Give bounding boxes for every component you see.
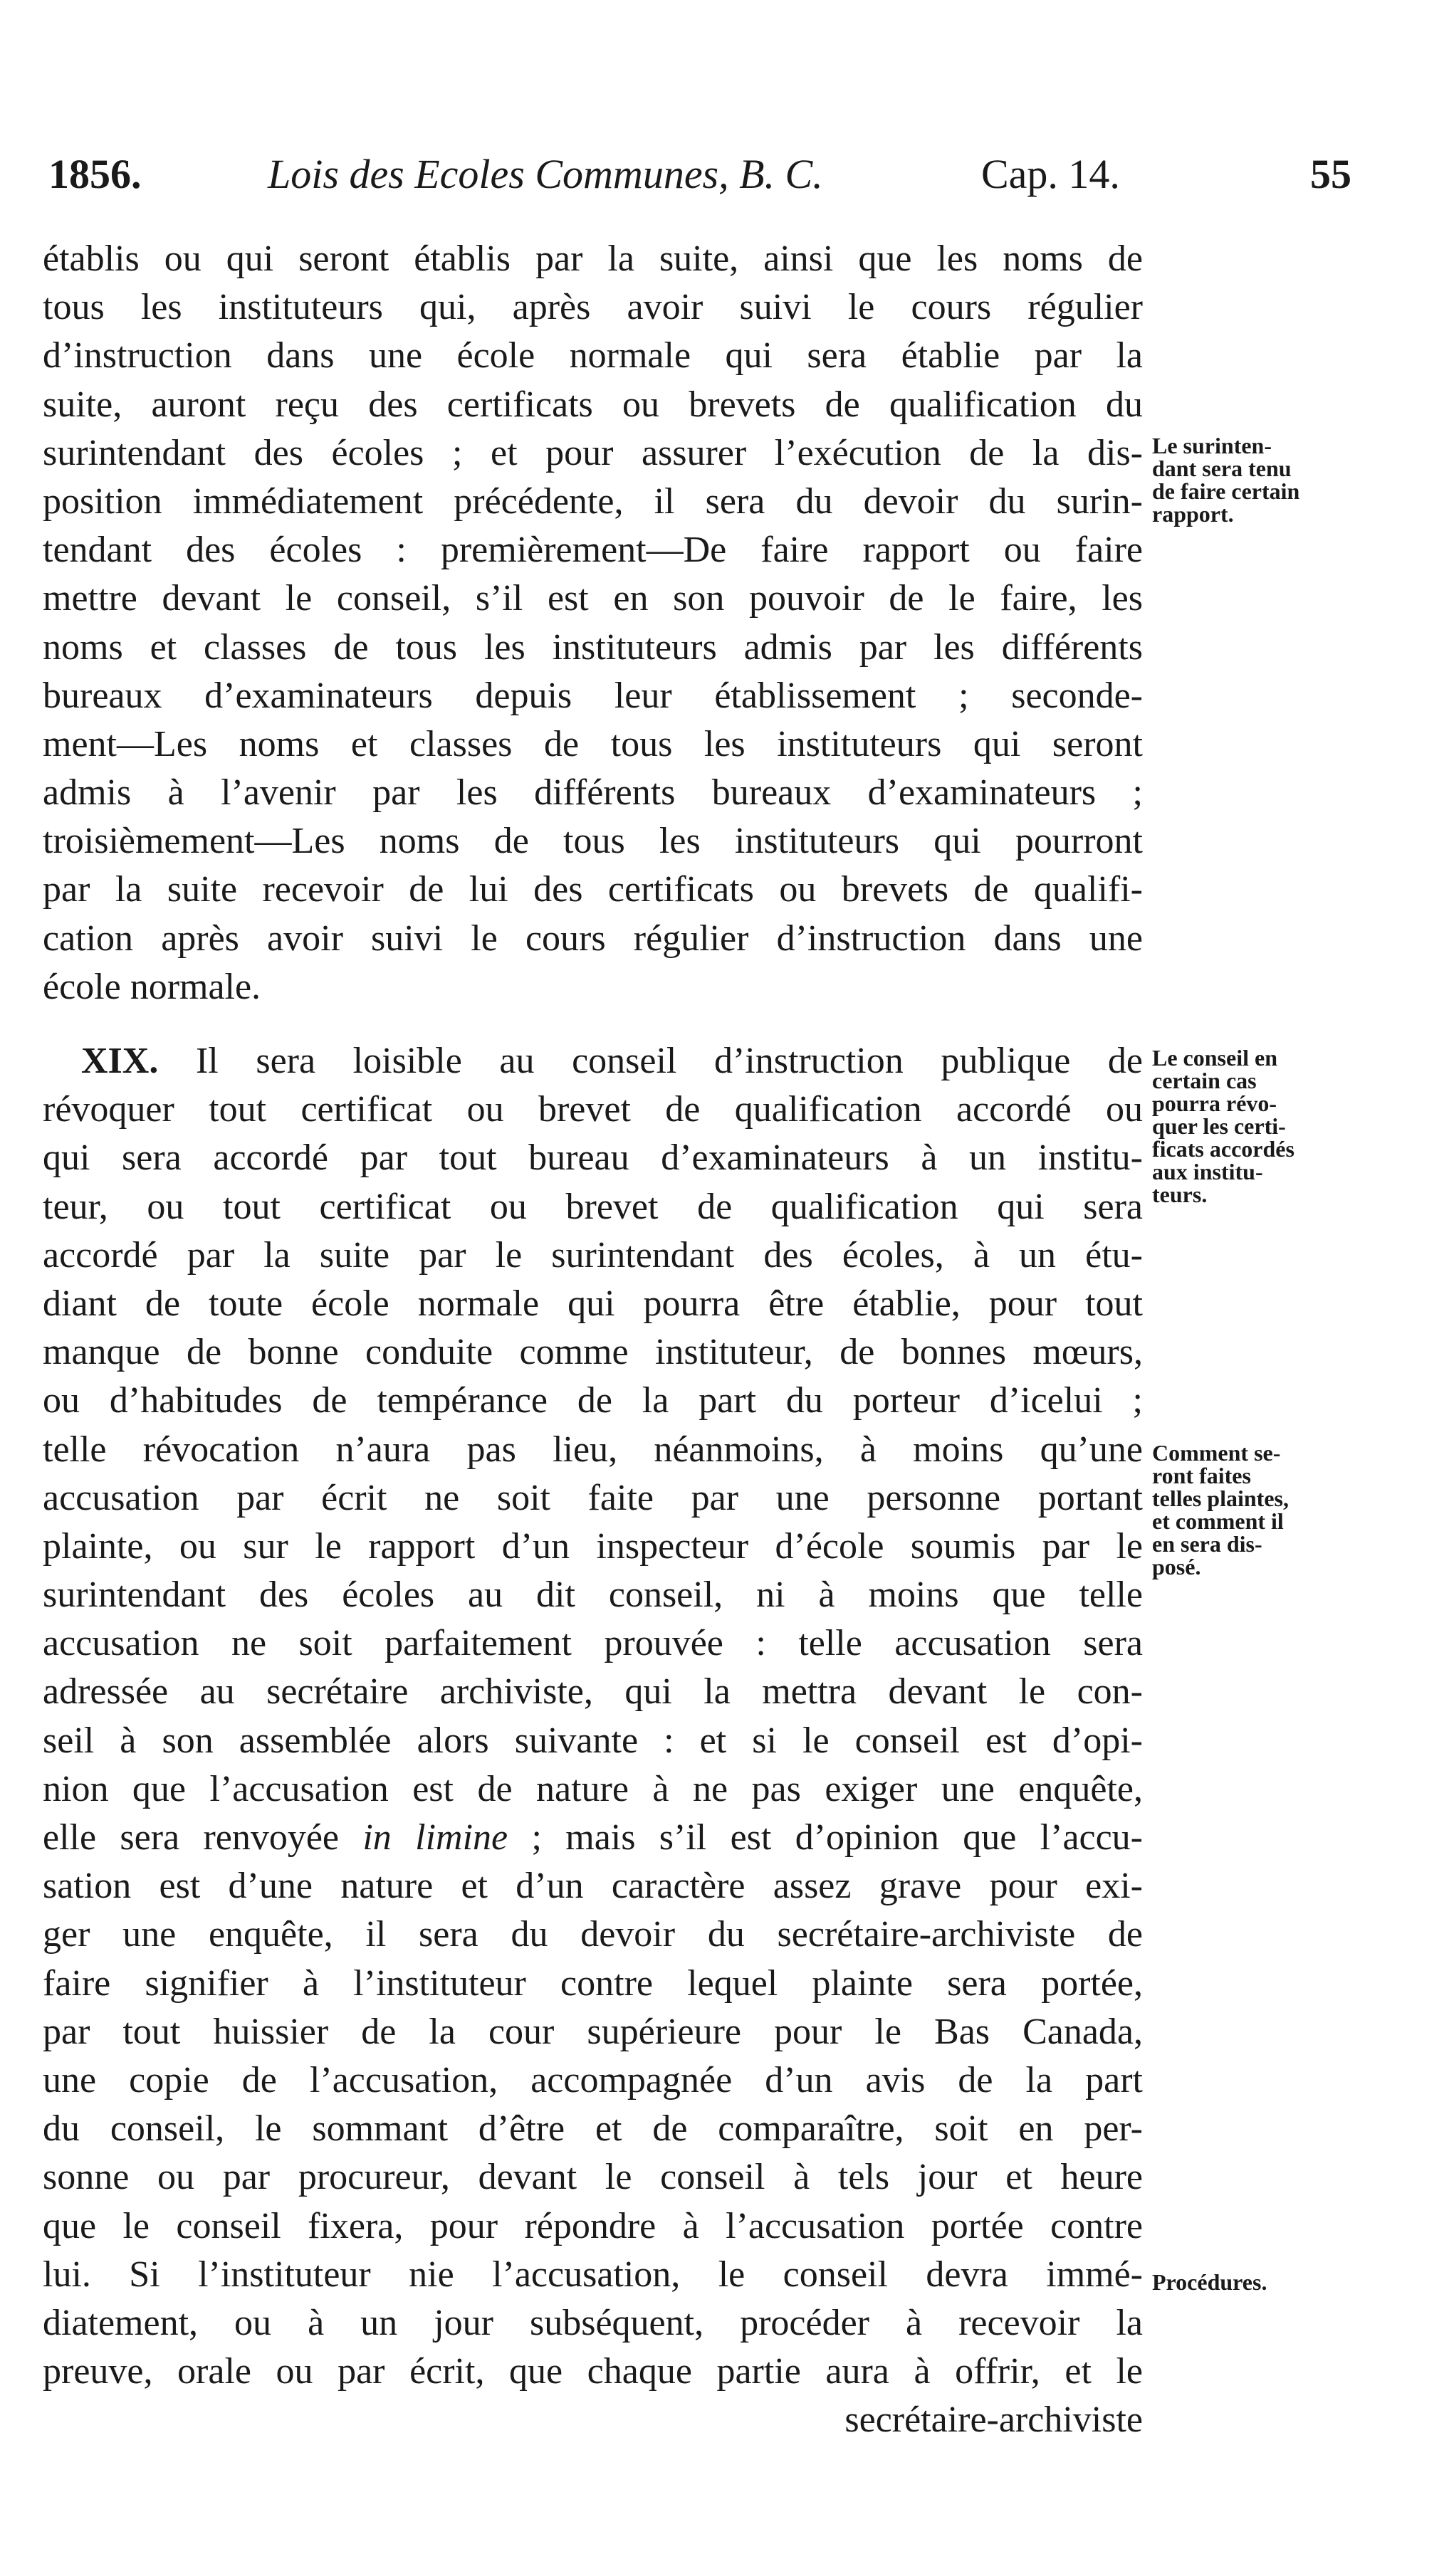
text-line: surintendant des écoles au dit conseil, ni à moins que telle	[43, 1574, 1143, 1616]
text-line: position immédiatement précédente, il sera du devoir du surin-	[43, 480, 1143, 522]
text-line: d’instruction dans une école normale qui sera établie par la	[43, 335, 1143, 377]
text-line: par tout huissier de la cour supérieure pour le Bas Canada,	[43, 2011, 1143, 2052]
margin-note-line: en sera dis-	[1152, 1531, 1262, 1557]
text-line: du conseil, le sommant d’être et de comparaître, soit en per-	[43, 2108, 1143, 2150]
text-line: tous les instituteurs qui, après avoir suivi le cours régulier	[43, 287, 1143, 328]
text-line: surintendant des écoles ; et pour assurer l’exécution de la dis-	[43, 432, 1143, 473]
text-line: plainte, ou sur le rapport d’un inspecteur d’école soumis par le	[43, 1525, 1143, 1567]
text-line: adressée au secrétaire archiviste, qui la mettra devant le con-	[43, 1671, 1143, 1713]
text-line: tendant des écoles : premièrement—De faire rapport ou faire	[43, 530, 1143, 571]
text-line: ment—Les noms et classes de tous les instituteurs qui seront	[43, 723, 1143, 764]
text-line: telle révocation n’aura pas lieu, néanmoins, à moins qu’une	[43, 1429, 1143, 1470]
text-line: sonne ou par procureur, devant le conseil à tels jour et heure	[43, 2157, 1143, 2198]
text-line: diatement, ou à un jour subséquent, procéder à recevoir la	[43, 2302, 1143, 2343]
text-line: accusation par écrit ne soit faite par une personne portant	[43, 1477, 1143, 1518]
text-line: noms et classes de tous les instituteurs admis par les différents	[43, 626, 1143, 668]
margin-note-line: Le conseil en	[1152, 1045, 1277, 1071]
text-line: manque de bonne conduite comme instituteur, de bonnes mœurs,	[43, 1332, 1143, 1373]
text-line: lui. Si l’instituteur nie l’accusation, le conseil devra immé-	[43, 2254, 1143, 2295]
section-number: XIX.	[81, 1041, 159, 1081]
header-year: 1856.	[48, 151, 142, 197]
margin-note-revocation	[1152, 1046, 1355, 1206]
margin-note-line: Procédures.	[1152, 2269, 1267, 2295]
margin-note-plaintes	[1152, 1441, 1355, 1578]
text-line: ger une enquête, il sera du devoir du secrétaire-archiviste de	[43, 1914, 1143, 1955]
text-line: troisièmement—Les noms de tous les instituteurs qui pourront	[43, 821, 1143, 862]
text-line	[43, 1814, 1143, 1862]
margin-note-procedures	[1152, 2271, 1355, 2293]
margin-note-line: et comment il	[1152, 1508, 1284, 1534]
header-chapter: Cap. 14.	[981, 151, 1120, 197]
text-fragment: ; mais s’il est d’opinion que l’accu-	[508, 1817, 1144, 1858]
paragraph-continuation	[43, 235, 1143, 1011]
text-line: établis ou qui seront établis par la suite, ainsi que les noms de	[43, 238, 1143, 279]
text-line: révoquer tout certificat ou brevet de qualification accordé ou	[43, 1089, 1143, 1130]
text-line: seil à son assemblée alors suivante : et si le conseil est d’opi-	[43, 1720, 1143, 1761]
margin-note-line: teurs.	[1152, 1182, 1208, 1207]
text-line	[43, 1037, 1143, 1085]
text-line: nion que l’accusation est de nature à ne pas exiger une enquête,	[43, 1768, 1143, 1809]
margin-note-rapport	[1152, 434, 1355, 525]
margin-note-line: ficats accordés	[1152, 1136, 1294, 1162]
text-line: accusation ne soit parfaitement prouvée : telle accusation sera	[43, 1623, 1143, 1664]
text-line: admis à l’avenir par les différents bureaux d’examinateurs ;	[43, 772, 1143, 814]
section-xix-paragraph	[43, 1037, 1143, 2444]
text-line: qui sera accordé par tout bureau d’examinateurs à un institu-	[43, 1137, 1143, 1179]
margin-note-line: de faire certain	[1152, 478, 1300, 504]
margin-note-line: quer les certi-	[1152, 1113, 1286, 1139]
text-fragment: elle sera renvoyée	[43, 1817, 363, 1858]
text-line: preuve, orale ou par écrit, que chaque partie aura à offrir, et le	[43, 2351, 1143, 2392]
text-line: sation est d’une nature et d’un caractère assez grave pour exi-	[43, 1866, 1143, 1907]
margin-note-line: Le surinten-	[1152, 433, 1272, 458]
text-line: teur, ou tout certificat ou brevet de qualification qui sera	[43, 1186, 1143, 1227]
margin-note-line: ront faites	[1152, 1463, 1251, 1488]
text-line: mettre devant le conseil, s’il est en son pouvoir de le faire, les	[43, 578, 1143, 619]
margin-note-line: dant sera tenu	[1152, 456, 1292, 481]
text-line: accordé par la suite par le surintendant des écoles, à un étu-	[43, 1234, 1143, 1276]
margin-note-line: aux institu-	[1152, 1159, 1263, 1184]
margin-note-line: rapport.	[1152, 501, 1234, 527]
header-title: Lois des Ecoles Communes, B. C.	[268, 151, 823, 197]
text-line: bureaux d’examinateurs depuis leur établissement ; seconde-	[43, 675, 1143, 716]
text-line: par la suite recevoir de lui des certificats ou brevets de qualifi-	[43, 869, 1143, 910]
text-line: faire signifier à l’instituteur contre lequel plainte sera portée,	[43, 1962, 1143, 2004]
text-line: ou d’habitudes de tempérance de la part du porteur d’icelui ;	[43, 1380, 1143, 1421]
text-line: une copie de l’accusation, accompagnée d’un avis de la part	[43, 2059, 1143, 2101]
in-limine-italic: in limine	[362, 1817, 508, 1858]
margin-note-line: Comment se-	[1152, 1440, 1281, 1466]
text-line-rest: Il sera loisible au conseil d’instruction publique de	[195, 1041, 1144, 1081]
margin-note-line: telles plaintes,	[1152, 1486, 1289, 1511]
text-line: suite, auront reçu des certificats ou brevets de qualification du	[43, 384, 1143, 425]
margin-note-line: pourra révo-	[1152, 1090, 1277, 1116]
margin-note-line: certain cas	[1152, 1068, 1257, 1093]
text-line: diant de toute école normale qui pourra être établie, pour tout	[43, 1283, 1143, 1324]
catchword: secrétaire-archiviste	[844, 2399, 1143, 2441]
text-line: cation après avoir suivi le cours régulier d’instruction dans une	[43, 918, 1143, 959]
page-header	[48, 146, 1351, 203]
text-line: école normale.	[43, 966, 261, 1007]
margin-note-line: posé.	[1152, 1554, 1201, 1579]
page-number: 55	[1310, 151, 1351, 197]
text-line: que le conseil fixera, pour répondre à l’accusation portée contre	[43, 2205, 1143, 2246]
